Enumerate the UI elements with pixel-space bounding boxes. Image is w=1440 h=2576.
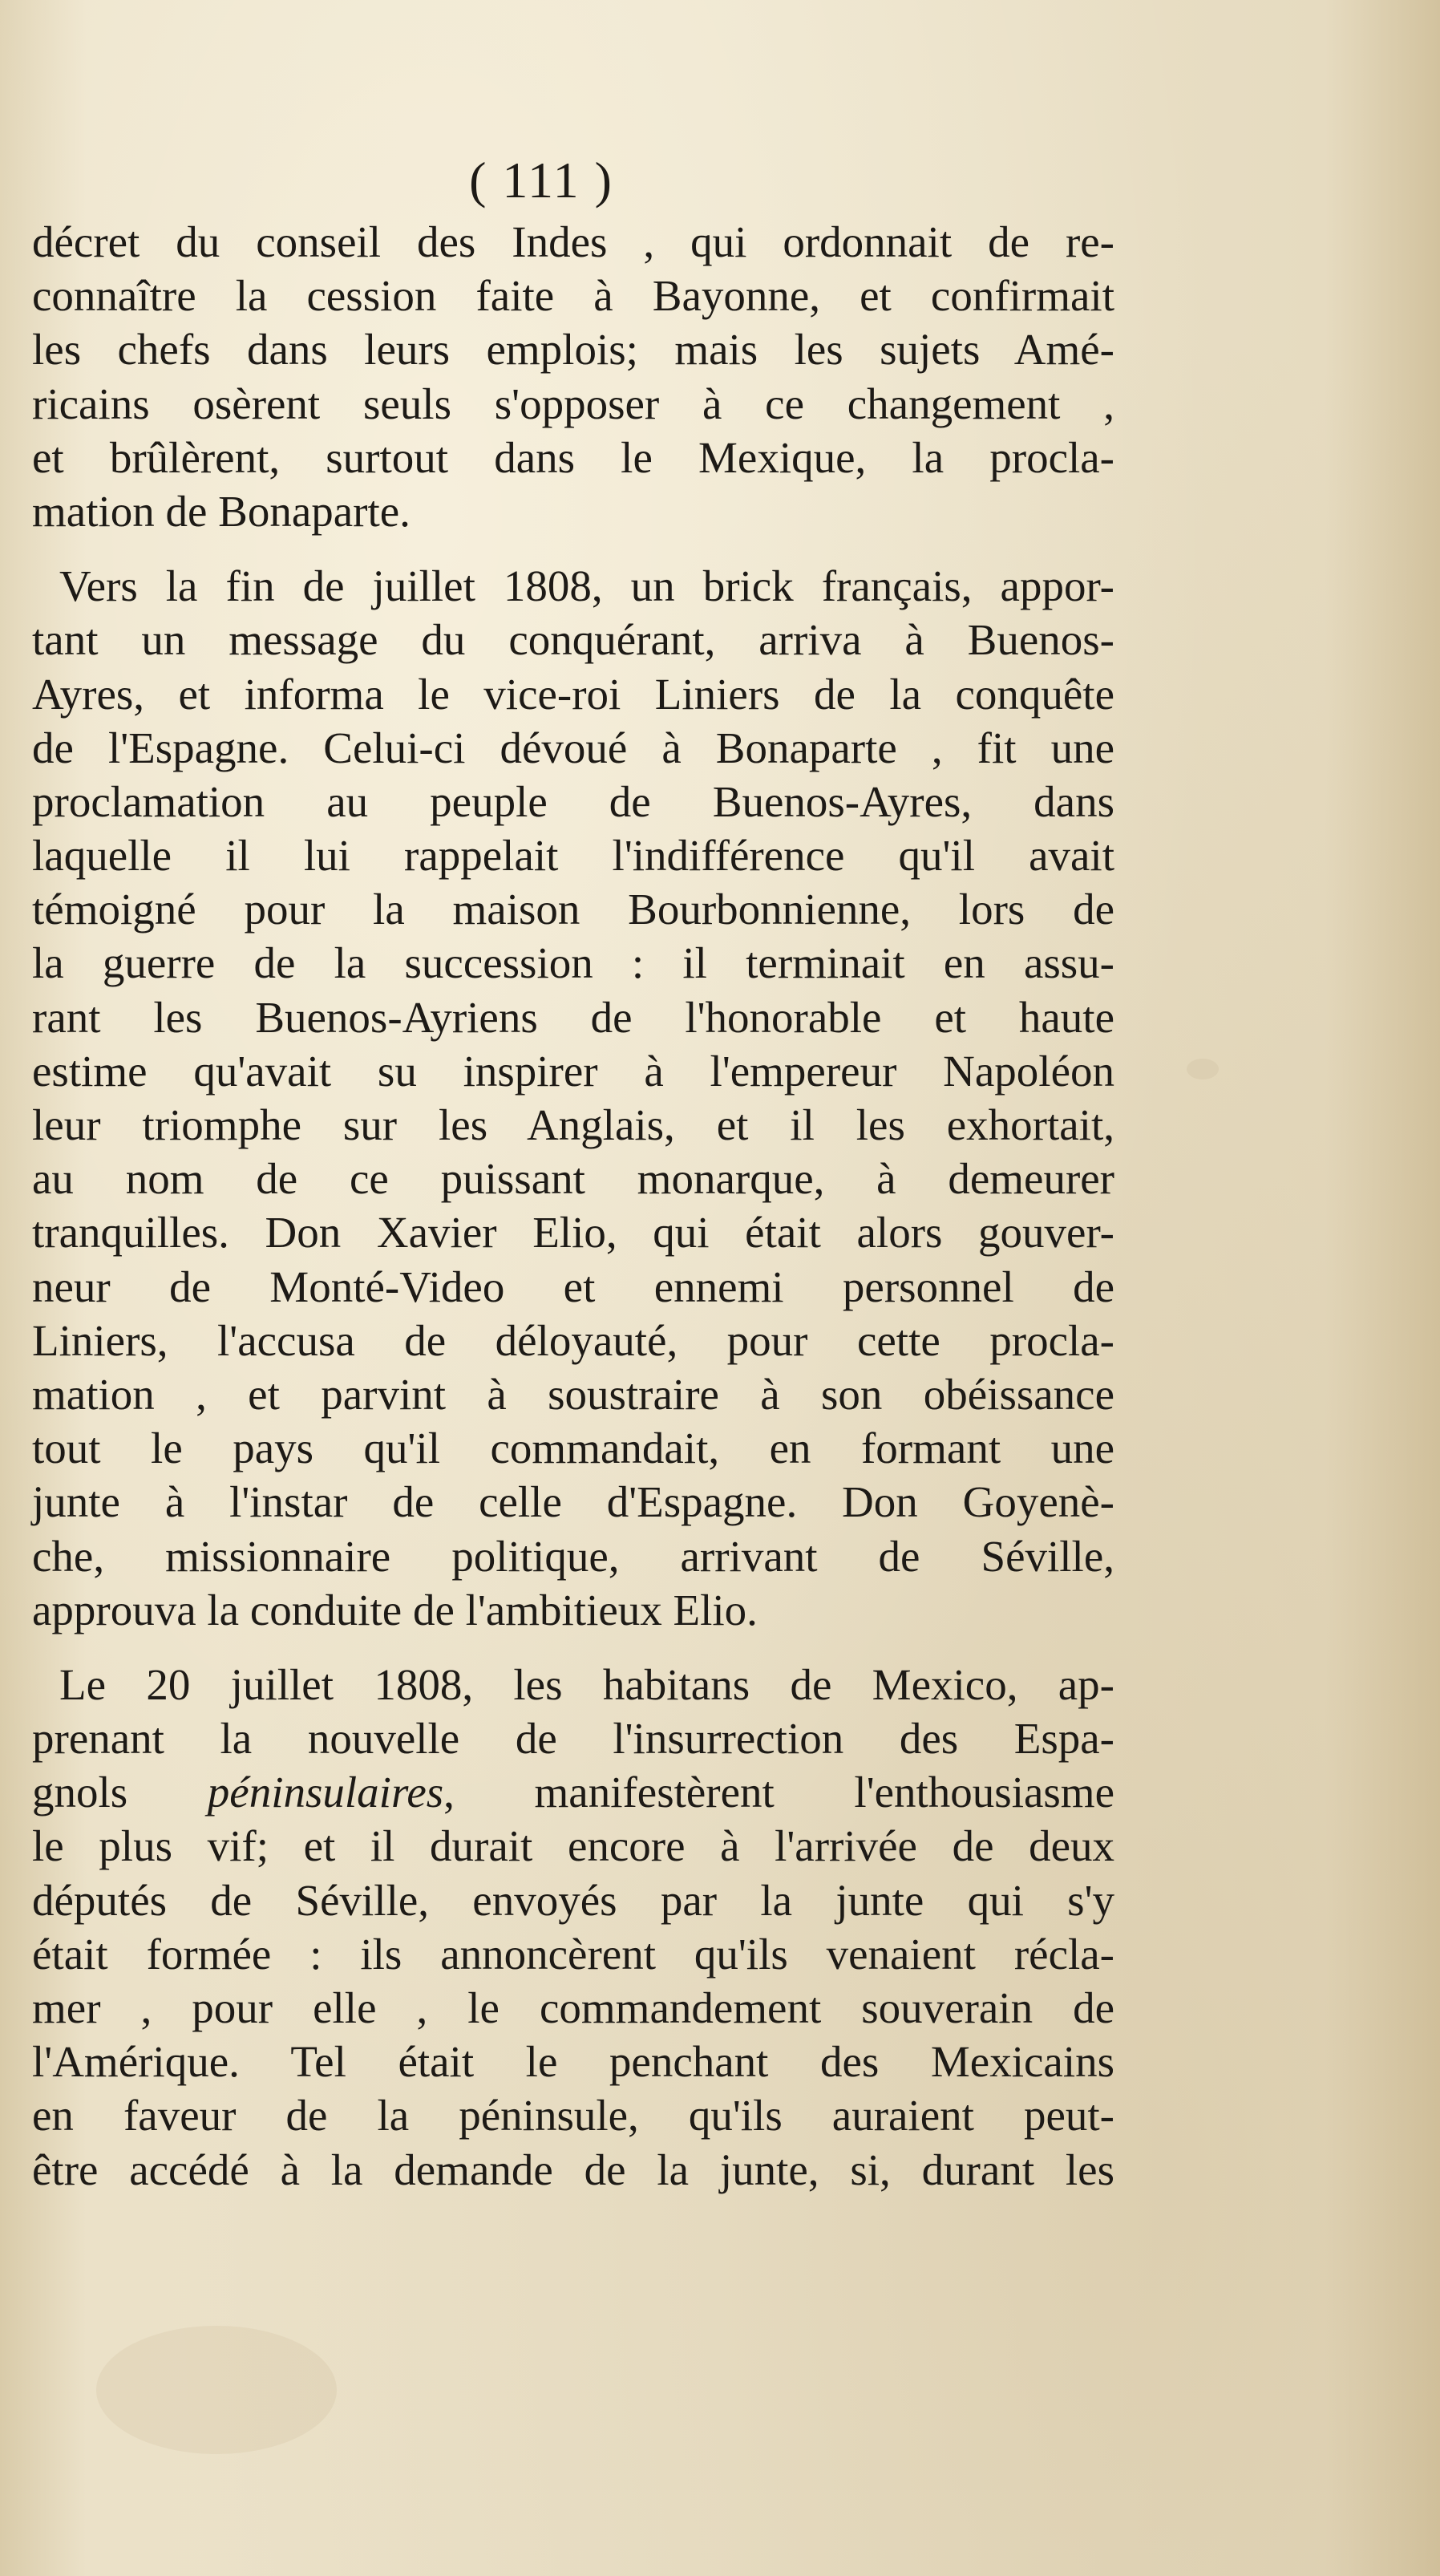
text-line: députés de Séville, envoyés par la junte qui s'y — [32, 1875, 1114, 1925]
text-line: décret du conseil des Indes , qui ordonnait de re- — [32, 217, 1114, 266]
text-line: approuva la conduite de l'ambitieux Elio. — [32, 1585, 758, 1634]
text-line: au nom de ce puissant monarque, à demeurer — [32, 1154, 1114, 1204]
text-line: laquelle il lui rappelait l'indifférence qu'il avait — [32, 831, 1114, 881]
text-line: connaître la cession faite à Bayonne, et confirmait — [32, 271, 1114, 321]
text-segment: gnols — [32, 1768, 128, 1817]
text-line: Vers la fin de juillet 1808, un brick français, appor- — [59, 561, 1114, 611]
text-line: la guerre de la succession : il terminait en assu- — [32, 938, 1114, 988]
text-line: ricains osèrent seuls s'opposer à ce changement , — [32, 379, 1114, 428]
text-line: leur triomphe sur les Anglais, et il les exhortait, — [32, 1100, 1114, 1149]
text-line: estime qu'avait su inspirer à l'empereur Napoléon — [32, 1046, 1114, 1096]
text-line: tranquilles. Don Xavier Elio, qui était alors gouver- — [32, 1208, 1114, 1258]
text-line: proclamation au peuple de Buenos-Ayres, dans — [32, 776, 1114, 826]
text-line: en faveur de la péninsule, qu'ils auraient peut- — [32, 2091, 1114, 2141]
text-line: les chefs dans leurs emplois; mais les sujets Amé- — [32, 325, 1114, 375]
text-line: mation de Bonaparte. — [32, 486, 411, 536]
body-text — [32, 215, 1114, 2197]
text-line: témoigné pour la maison Bourbonnienne, lors de — [32, 885, 1114, 934]
text-line-italic — [32, 1765, 1114, 1819]
text-line: tant un message du conquérant, arriva à Buenos- — [32, 615, 1114, 665]
text-line: et brûlèrent, surtout dans le Mexique, la procla- — [32, 432, 1114, 482]
text-line: être accédé à la demande de la junte, si, durant les — [32, 2145, 1114, 2194]
paper-stain — [96, 2326, 337, 2454]
page-number: ( 111 ) — [469, 152, 613, 209]
text-line: mer , pour elle , le commandement souverain de — [32, 1983, 1114, 2032]
text-line: Le 20 juillet 1808, les habitans de Mexico, ap- — [59, 1659, 1114, 1709]
paper-stain — [1187, 1059, 1219, 1079]
italic-word: péninsulaires — [207, 1768, 444, 1817]
text-line: neur de Monté-Video et ennemi personnel de — [32, 1262, 1114, 1311]
text-line: Ayres, et informa le vice-roi Liniers de la conquête — [32, 669, 1114, 719]
text-segment: , manifestèrent l'enthousiasme — [443, 1768, 1114, 1817]
text-line: de l'Espagne. Celui-ci dévoué à Bonaparte , fit une — [32, 723, 1114, 772]
text-line: le plus vif; et il durait encore à l'arrivée de deux — [32, 1821, 1114, 1871]
text-line: tout le pays qu'il commandait, en formant une — [32, 1424, 1114, 1473]
text-line: rant les Buenos-Ayriens de l'honorable et haute — [32, 992, 1114, 1042]
text-line: che, missionnaire politique, arrivant de Séville, — [32, 1531, 1114, 1581]
text-line: Liniers, l'accusa de déloyauté, pour cette procla- — [32, 1315, 1114, 1365]
text-line: était formée : ils annoncèrent qu'ils venaient récla- — [32, 1929, 1114, 1979]
text-line: prenant la nouvelle de l'insurrection des Espa- — [32, 1714, 1114, 1764]
text-line: l'Amérique. Tel était le penchant des Mexicains — [32, 2037, 1114, 2087]
text-line: junte à l'instar de celle d'Espagne. Don Goyenè- — [32, 1477, 1114, 1527]
text-line: mation , et parvint à soustraire à son obéissance — [32, 1369, 1114, 1419]
